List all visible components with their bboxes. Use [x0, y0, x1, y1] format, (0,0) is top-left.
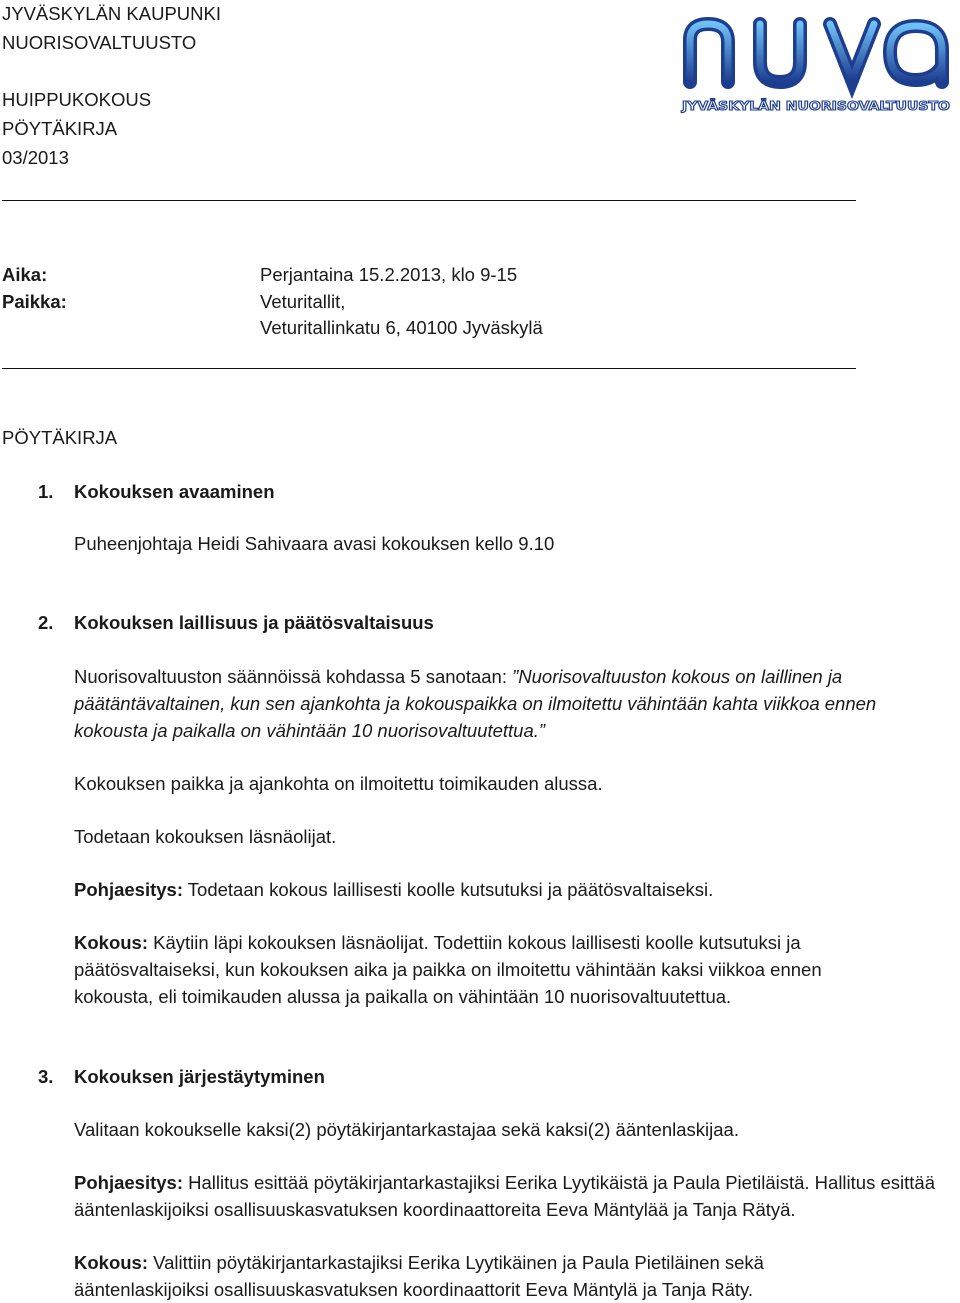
- item-2-rules-paragraph: [74, 663, 954, 744]
- item-2-decision: [74, 929, 894, 1010]
- item-2-paragraph-2: Kokouksen paikka ja ajankohta on ilmoitettu toimikauden alussa.: [74, 773, 603, 794]
- item-3-proposal-label: Pohjaesitys:: [74, 1172, 183, 1193]
- item-2-decision-text: Käytiin läpi kokouksen läsnäolijat. Todettiin kokous laillisesti koolle kutsutuksi ja päätösvaltaiseksi, kun kokouksen aika ja paikka on ilmoitettu vähintään kaksi viikkoa ennen kokousta, eli toimikauden alussa ja paikalla on vähintään 10 nuorisovaltuutettua.: [74, 932, 822, 1007]
- item-3-decision-text: Valittiin pöytäkirjantarkastajiksi Eerika Lyytikäinen ja Paula Pietiläinen sekä ääntenlaskijoiksi osallisuuskasvatuksen koordinaattorit Eeva Mäntylä ja Tanja Räty.: [74, 1252, 764, 1300]
- time-value: Perjantaina 15.2.2013, klo 9-15: [260, 264, 518, 285]
- item-3-decision-label: Kokous:: [74, 1252, 148, 1273]
- document-type: PÖYTÄKIRJA: [2, 118, 118, 139]
- divider-bottom: [2, 368, 856, 369]
- item-3-paragraph: Valitaan kokoukselle kaksi(2) pöytäkirjantarkastajaa sekä kaksi(2) ääntenlaskijaa.: [74, 1119, 739, 1140]
- org-unit: NUORISOVALTUUSTO: [2, 32, 197, 53]
- item-3-proposal: [74, 1169, 944, 1223]
- item-2-decision-label: Kokous:: [74, 932, 148, 953]
- item-2-number: 2.: [38, 612, 54, 633]
- nuva-logo: [676, 10, 956, 120]
- item-1-title: Kokouksen avaaminen: [74, 481, 275, 502]
- item-2-rules-intro: Nuorisovaltuuston säännöissä kohdassa 5 sanotaan:: [74, 666, 513, 687]
- item-2-paragraph-3: Todetaan kokouksen läsnäolijat.: [74, 826, 337, 847]
- logo-tagline: JYVÄSKYLÄN NUORISOVALTUUSTO: [680, 98, 950, 113]
- item-3-decision: [74, 1249, 834, 1303]
- place-value-line1: Veturitallit,: [260, 291, 346, 312]
- place-label: Paikka:: [2, 291, 67, 312]
- meeting-type: HUIPPUKOKOUS: [2, 89, 152, 110]
- item-3-number: 3.: [38, 1066, 54, 1087]
- time-label: Aika:: [2, 264, 48, 285]
- org-name: JYVÄSKYLÄN KAUPUNKI: [2, 3, 221, 24]
- item-3-proposal-text: Hallitus esittää pöytäkirjantarkastajiksi Eerika Lyytikäistä ja Paula Pietiläistä. Hallitus esittää ääntenlaskijoiksi osallisuuskasvatuksen koordinaattoreita Eeva Mäntylää ja Tanja Rätyä.: [74, 1172, 935, 1220]
- item-2-rules-quote: ”Nuorisovaltuuston kokous on laillinen ja päätäntävaltainen, kun sen ajankohta ja kokouspaikka on ilmoitettu vähintään kahta viikkoa ennen kokousta ja paikalla on vähintään 10 nuorisovaltuutettua.”: [74, 666, 877, 741]
- item-2-title: Kokouksen laillisuus ja päätösvaltaisuus: [74, 612, 434, 633]
- item-2-proposal-label: Pohjaesitys:: [74, 879, 183, 900]
- section-heading: PÖYTÄKIRJA: [2, 427, 118, 448]
- item-2-proposal: [74, 876, 713, 903]
- item-2-proposal-text: Todetaan kokous laillisesti koolle kutsutuksi ja päätösvaltaiseksi.: [183, 879, 714, 900]
- place-value-line2: Veturitallinkatu 6, 40100 Jyväskylä: [260, 317, 543, 338]
- item-3-title: Kokouksen järjestäytyminen: [74, 1066, 325, 1087]
- divider-top: [2, 200, 856, 201]
- document-number: 03/2013: [2, 147, 69, 168]
- item-1-paragraph: Puheenjohtaja Heidi Sahivaara avasi kokouksen kello 9.10: [74, 533, 555, 554]
- item-1-number: 1.: [38, 481, 54, 502]
